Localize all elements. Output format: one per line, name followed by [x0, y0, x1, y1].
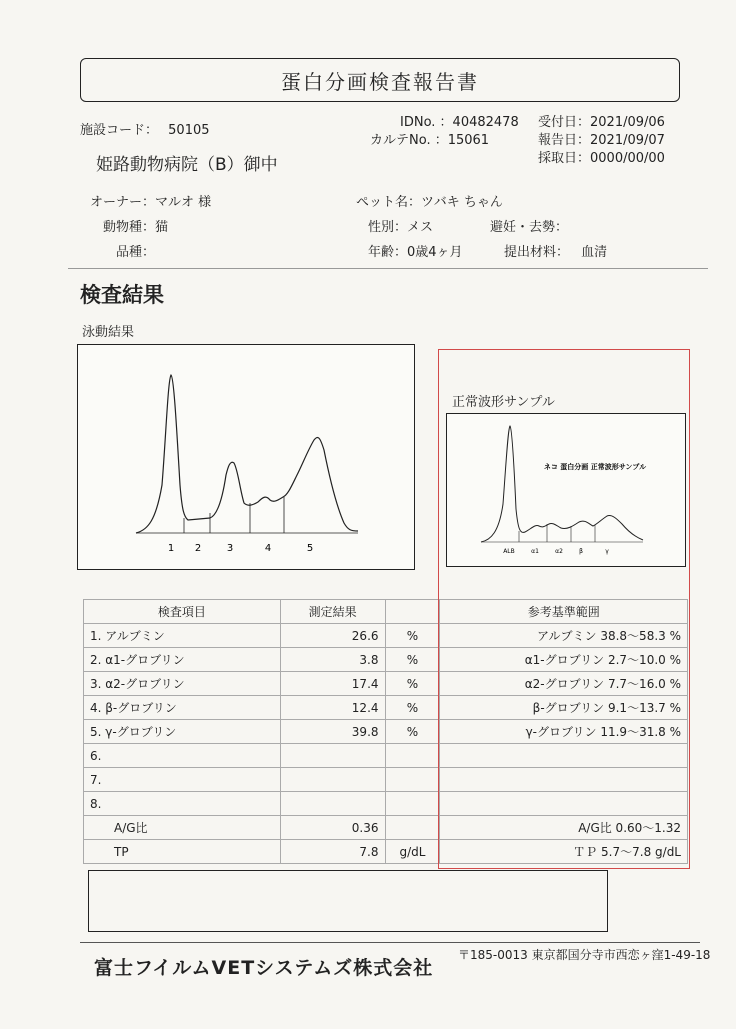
row-reference: β-グロブリン 9.1～13.7 % [440, 696, 688, 720]
row-value: 0.36 [280, 816, 385, 840]
row-item: 8. [84, 792, 281, 816]
row-reference: α1-グロブリン 2.7～10.0 % [440, 648, 688, 672]
row-value [280, 744, 385, 768]
row-unit: % [385, 696, 440, 720]
facility-code-label: 施設コード： [80, 123, 159, 138]
normal-fraction-label: ALB [503, 548, 515, 555]
row-value: 7.8 [280, 840, 385, 864]
report-date: 報告日：2021/09/07 [538, 133, 665, 148]
row-unit: % [385, 624, 440, 648]
row-item: 7. [84, 768, 281, 792]
normal-fraction-label: α1 [531, 548, 539, 555]
owner-name: オーナー：マルオ 様 [90, 195, 212, 210]
row-value: 39.8 [280, 720, 385, 744]
divider [68, 268, 708, 269]
electrophoresis-label: 泳動結果 [82, 325, 135, 340]
header-reference: 参考基準範囲 [440, 600, 688, 624]
row-item: 2. α1-グロブリン [84, 648, 281, 672]
received-date: 受付日：2021/09/06 [538, 115, 665, 130]
row-unit [385, 816, 440, 840]
sample-material [504, 241, 607, 260]
facility-code-value: 50105 [168, 123, 210, 138]
sample-label: 提出材料： [504, 245, 570, 260]
sex: 性別：メス [368, 220, 434, 235]
row-value [280, 792, 385, 816]
fraction-number: 2 [194, 543, 202, 554]
fraction-number: 1 [167, 543, 175, 554]
row-reference: ＴＰ 5.7～7.8 g/dL [440, 840, 688, 864]
header-unit [385, 600, 440, 624]
row-value [280, 768, 385, 792]
row-unit [385, 768, 440, 792]
header-item: 検査項目 [84, 600, 281, 624]
report-title [80, 58, 680, 102]
normal-chart-title: ネコ 蛋白分画 正常波形サンプル [543, 463, 647, 471]
age: 年齢：0歳4ヶ月 [368, 245, 463, 260]
species: 動物種：猫 [103, 220, 169, 235]
fraction-number: 3 [226, 543, 234, 554]
row-value: 26.6 [280, 624, 385, 648]
row-reference: A/G比 0.60～1.32 [440, 816, 688, 840]
row-reference: アルブミン 38.8～58.3 % [440, 624, 688, 648]
footer-divider [80, 942, 700, 943]
row-value: 17.4 [280, 672, 385, 696]
row-unit: % [385, 672, 440, 696]
row-reference: γ-グロブリン 11.9～31.8 % [440, 720, 688, 744]
header-result: 測定結果 [280, 600, 385, 624]
id-no: IDNo. ：40482478 [400, 115, 519, 130]
neuter-status: 避妊・去勢： [490, 220, 569, 235]
fraction-number: 4 [264, 543, 272, 554]
row-item: 3. α2-グロブリン [84, 672, 281, 696]
row-item: 6. [84, 744, 281, 768]
breed: 品種： [116, 245, 156, 260]
row-unit: % [385, 720, 440, 744]
normal-fraction-label: γ [605, 548, 609, 555]
pet-name: ペット名：ツバキ ちゃん [356, 195, 503, 210]
fraction-number: 5 [306, 543, 314, 554]
row-item: 1. アルブミン [84, 624, 281, 648]
hospital-name: 姫路動物病院（B）御中 [96, 155, 278, 175]
report-title-text: 蛋白分画検査報告書 [281, 69, 479, 94]
facility-code [80, 119, 210, 138]
sample-value: 血清 [581, 245, 608, 260]
electrophoresis-chart [77, 344, 415, 570]
row-reference: α2-グロブリン 7.7～16.0 % [440, 672, 688, 696]
row-unit [385, 792, 440, 816]
row-item: 4. β-グロブリン [84, 696, 281, 720]
row-item: 5. γ-グロブリン [84, 720, 281, 744]
row-unit [385, 744, 440, 768]
row-value: 12.4 [280, 696, 385, 720]
red-pen-highlight [438, 349, 690, 869]
row-item: A/G比 [84, 816, 281, 840]
company-address: 〒185-0013 東京都国分寺市西恋ヶ窪1-49-18 [458, 948, 711, 962]
results-section-title: 検査結果 [80, 283, 164, 307]
comment-box [88, 870, 608, 932]
normal-sample-label: 正常波形サンプル [452, 395, 555, 410]
company-name: 富士フイルムVETシステムズ株式会社 [94, 957, 434, 979]
row-item: TP [84, 840, 281, 864]
collection-date: 採取日：0000/00/00 [538, 151, 665, 166]
normal-fraction-label: β [579, 548, 583, 555]
row-unit: % [385, 648, 440, 672]
row-unit: g/dL [385, 840, 440, 864]
normal-fraction-label: α2 [555, 548, 563, 555]
electrophoresis-curve [78, 345, 413, 568]
row-value: 3.8 [280, 648, 385, 672]
karte-no: カルテNo. ：15061 [370, 133, 490, 148]
